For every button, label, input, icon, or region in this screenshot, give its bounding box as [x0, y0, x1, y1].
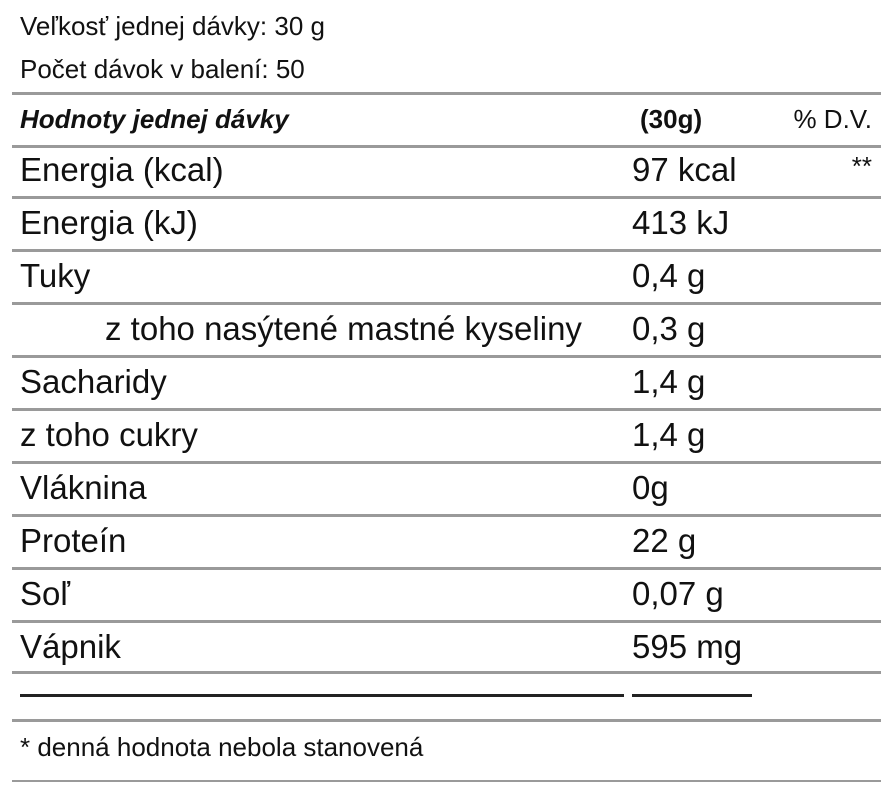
row-amount: 22 g: [632, 522, 697, 559]
row-name: Vápnik: [20, 628, 121, 665]
row-amount: 0,07 g: [632, 575, 724, 612]
column-header-dv: % D.V.: [793, 104, 872, 134]
footnote: * denná hodnota nebola stanovená: [20, 732, 424, 762]
row-name: Soľ: [20, 575, 70, 612]
divider: [12, 719, 881, 722]
blank-amount-underline: [632, 694, 752, 697]
row-name-indented: z toho nasýtené mastné kyseliny: [105, 310, 582, 347]
row-amount: 0,3 g: [632, 310, 706, 347]
row-name: Proteín: [20, 522, 127, 559]
divider: [12, 780, 881, 782]
column-header-name: Hodnoty jednej dávky: [20, 104, 289, 134]
row-amount: 595 mg: [632, 628, 743, 665]
row-dv: **: [851, 151, 872, 181]
divider: [12, 671, 881, 674]
divider: [12, 196, 881, 199]
divider: [12, 92, 881, 95]
blank-name-underline: [20, 694, 624, 697]
serving-size-text: Veľkosť jednej dávky: 30 g: [20, 11, 325, 41]
row-amount: 1,4 g: [632, 363, 706, 400]
divider: [12, 514, 881, 517]
row-amount: 0,4 g: [632, 257, 706, 294]
divider: [12, 302, 881, 305]
divider: [12, 408, 881, 411]
servings-per-pack-text: Počet dávok v balení: 50: [20, 54, 305, 84]
row-amount: 0g: [632, 469, 669, 506]
divider: [12, 355, 881, 358]
row-name: Vláknina: [20, 469, 147, 506]
divider: [12, 249, 881, 252]
row-name: Sacharidy: [20, 363, 167, 400]
column-header-amount: (30g): [640, 104, 703, 134]
divider: [12, 567, 881, 570]
divider: [12, 145, 881, 148]
nutrition-facts-panel: [12, 0, 881, 786]
row-name: Energia (kJ): [20, 204, 198, 241]
row-name: z toho cukry: [20, 416, 198, 453]
divider: [12, 461, 881, 464]
row-amount: 413 kJ: [632, 204, 730, 241]
row-amount: 1,4 g: [632, 416, 706, 453]
divider: [12, 620, 881, 623]
row-amount: 97 kcal: [632, 151, 737, 188]
row-name: Tuky: [20, 257, 91, 294]
row-name: Energia (kcal): [20, 151, 224, 188]
